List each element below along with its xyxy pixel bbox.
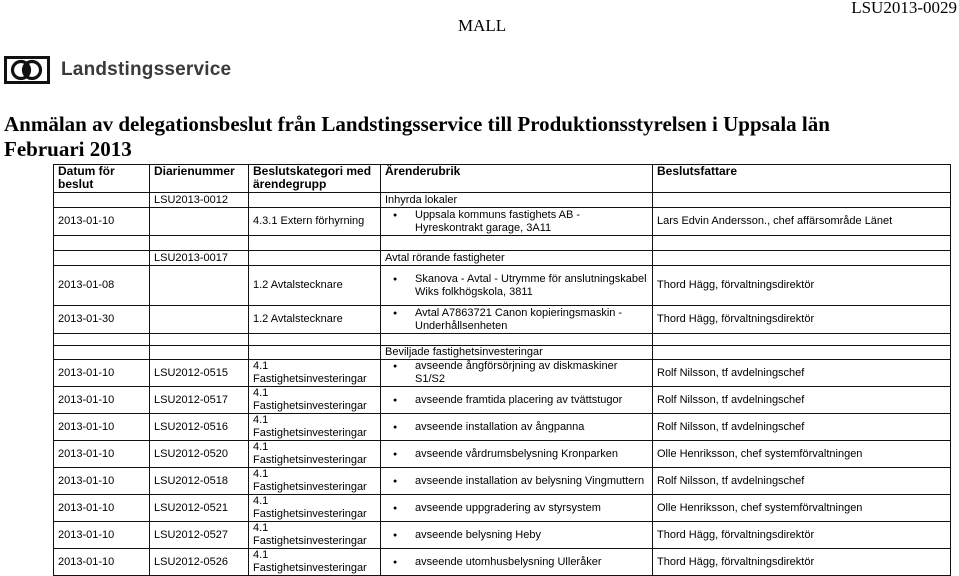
arenderubrik: ● avseende uppgradering av styrsystem xyxy=(393,502,601,515)
diarienummer: LSU2012-0516 xyxy=(150,414,249,441)
diarienummer: LSU2013-0017 xyxy=(150,251,249,266)
datum: 2013-01-10 xyxy=(54,549,150,576)
col-header-rubrik: Ärenderubrik xyxy=(381,165,653,193)
datum: 2013-01-10 xyxy=(54,495,150,522)
table-row xyxy=(54,306,951,334)
table-row xyxy=(54,468,951,495)
beslutsfattare: Rolf Nilsson, tf avdelningschef xyxy=(653,414,951,441)
beslutsfattare: Thord Hägg, förvaltningsdirektör xyxy=(653,522,951,549)
datum: 2013-01-10 xyxy=(54,441,150,468)
table-row xyxy=(54,441,951,468)
landstingsservice-logo-icon xyxy=(4,56,50,84)
kategori: 1.2 Avtalstecknare xyxy=(249,266,381,306)
group-heading-row xyxy=(54,251,951,266)
kategori: 4.1 Fastighetsinvesteringar xyxy=(249,441,381,468)
diarienummer: LSU2012-0521 xyxy=(150,495,249,522)
datum: 2013-01-10 xyxy=(54,522,150,549)
arenderubrik: ● avseende framtida placering av tvättstugor xyxy=(393,394,622,407)
datum: 2013-01-08 xyxy=(54,266,150,306)
kategori: 1.2 Avtalstecknare xyxy=(249,306,381,334)
arenderubrik: ● avseende vårdrumsbelysning Kronparken xyxy=(393,448,618,461)
title-line-1: Anmälan av delegationsbeslut från Landstingsservice till Produktionsstyrelsen i Uppsala län xyxy=(4,112,830,136)
template-label: MALL xyxy=(458,16,507,35)
decisions-table xyxy=(53,164,951,576)
table-row xyxy=(54,549,951,576)
group-heading-row xyxy=(54,346,951,360)
kategori: 4.3.1 Extern förhyrning xyxy=(249,208,381,236)
kategori: 4.1 Fastighetsinvesteringar xyxy=(249,468,381,495)
diarienummer: LSU2012-0518 xyxy=(150,468,249,495)
arenderubrik: ● avseende utomhusbelysning Ulleråker xyxy=(393,556,602,569)
kategori: 4.1 Fastighetsinvesteringar xyxy=(249,360,381,387)
table-row xyxy=(54,522,951,549)
arenderubrik: ● avseende installation av ångpanna xyxy=(393,421,584,434)
beslutsfattare: Thord Hägg, förvaltningsdirektör xyxy=(653,306,951,334)
arenderubrik: ● Uppsala kommuns fastighets AB - Hyreskontrakt garage, 3A11 xyxy=(393,209,648,235)
group-heading-row xyxy=(54,193,951,208)
datum: 2013-01-10 xyxy=(54,208,150,236)
datum: 2013-01-10 xyxy=(54,387,150,414)
arenderubrik: ● avseende installation av belysning Vingmuttern xyxy=(393,475,644,488)
diarienummer: LSU2012-0517 xyxy=(150,387,249,414)
group-heading: Avtal rörande fastigheter xyxy=(381,251,653,266)
table-row xyxy=(54,495,951,522)
kategori: 4.1 Fastighetsinvesteringar xyxy=(249,495,381,522)
col-header-fattare: Beslutsfattare xyxy=(653,165,951,193)
group-heading: Inhyrda lokaler xyxy=(381,193,653,208)
diarienummer: LSU2012-0527 xyxy=(150,522,249,549)
diarienummer: LSU2013-0012 xyxy=(150,193,249,208)
datum: 2013-01-10 xyxy=(54,468,150,495)
diarienummer: LSU2012-0526 xyxy=(150,549,249,576)
col-header-datum: Datum för beslut xyxy=(54,165,150,193)
title-line-2: Februari 2013 xyxy=(4,137,132,161)
datum: 2013-01-10 xyxy=(54,414,150,441)
datum: 2013-01-30 xyxy=(54,306,150,334)
beslutsfattare: Rolf Nilsson, tf avdelningschef xyxy=(653,387,951,414)
beslutsfattare: Olle Henriksson, chef systemförvaltningen xyxy=(653,441,951,468)
beslutsfattare: Lars Edvin Andersson., chef affärsområde Länet xyxy=(653,208,951,236)
table-row xyxy=(54,387,951,414)
beslutsfattare: Olle Henriksson, chef systemförvaltningen xyxy=(653,495,951,522)
page-title xyxy=(4,112,954,162)
beslutsfattare: Thord Hägg, förvaltningsdirektör xyxy=(653,266,951,306)
document-id: LSU2013-0029 xyxy=(851,0,957,17)
col-header-kategori: Beslutskategori med ärendegrupp xyxy=(249,165,381,193)
beslutsfattare: Thord Hägg, förvaltningsdirektör xyxy=(653,549,951,576)
logo-text: Landstingsservice xyxy=(61,59,232,80)
diarienummer: LSU2012-0515 xyxy=(150,360,249,387)
kategori: 4.1 Fastighetsinvesteringar xyxy=(249,387,381,414)
spacer-row xyxy=(54,236,951,251)
kategori: 4.1 Fastighetsinvesteringar xyxy=(249,414,381,441)
datum: 2013-01-10 xyxy=(54,360,150,387)
diarienummer: LSU2012-0520 xyxy=(150,441,249,468)
beslutsfattare: Rolf Nilsson, tf avdelningschef xyxy=(653,360,951,387)
col-header-diarienummer: Diarienummer xyxy=(150,165,249,193)
table-row xyxy=(54,360,951,387)
arenderubrik: ● Avtal A7863721 Canon kopieringsmaskin - Underhållsenheten xyxy=(393,307,648,333)
table-row xyxy=(54,208,951,236)
beslutsfattare: Rolf Nilsson, tf avdelningschef xyxy=(653,468,951,495)
table-row xyxy=(54,414,951,441)
kategori: 4.1 Fastighetsinvesteringar xyxy=(249,549,381,576)
arenderubrik: ● avseende ångförsörjning av diskmaskiner S1/S2 xyxy=(393,360,648,386)
arenderubrik: ● Skanova - Avtal - Utrymme för anslutningskabel Wiks folkhögskola, 3811 xyxy=(393,273,648,299)
arenderubrik: ● avseende belysning Heby xyxy=(393,529,541,542)
logo xyxy=(4,56,231,84)
table-header-row xyxy=(54,165,951,193)
kategori: 4.1 Fastighetsinvesteringar xyxy=(249,522,381,549)
group-heading: Beviljade fastighetsinvesteringar xyxy=(381,346,653,360)
spacer-row xyxy=(54,334,951,346)
table-row xyxy=(54,266,951,306)
